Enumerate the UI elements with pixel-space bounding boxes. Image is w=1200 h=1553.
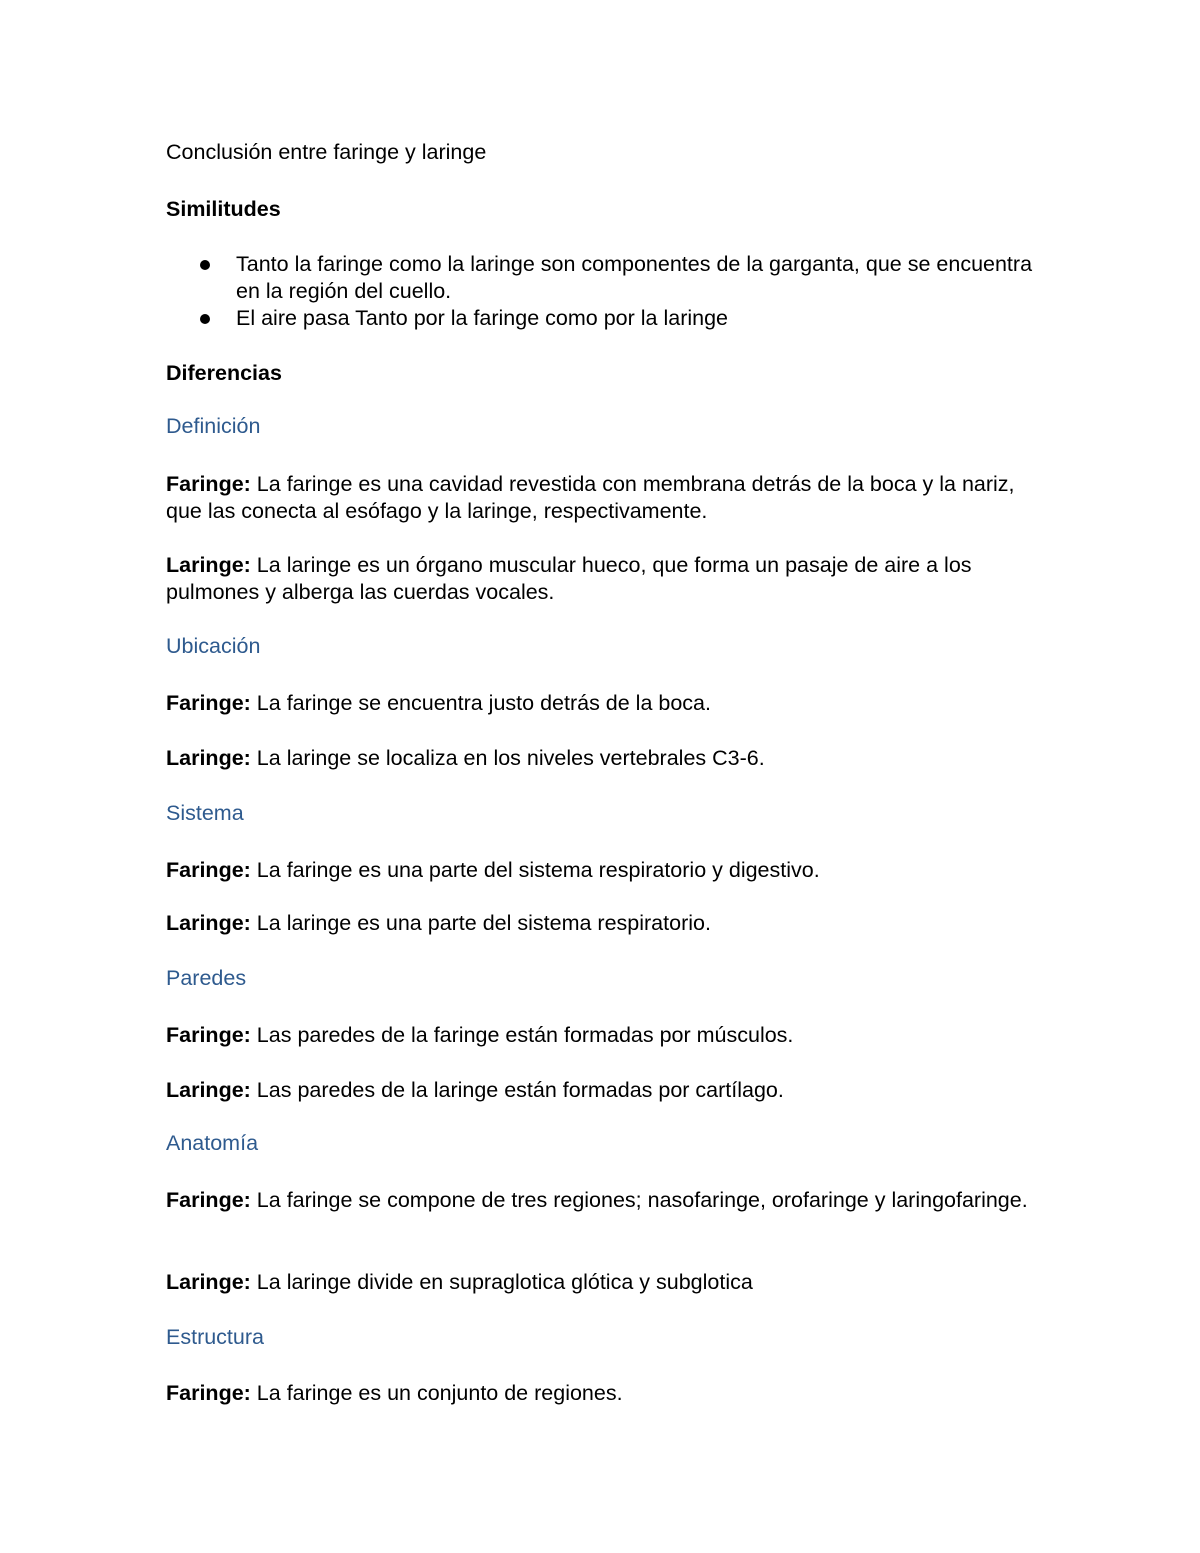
ubicacion-laringe [166,745,1036,772]
laringe-label: Laringe: [166,911,251,935]
document-title: Conclusión entre faringe y laringe [166,140,487,164]
faringe-label: Faringe: [166,472,251,496]
faringe-text: La faringe es una parte del sistema respiratorio y digestivo. [250,858,820,882]
section-title-anatomia: Anatomía [166,1131,259,1155]
estructura-faringe [166,1380,1036,1407]
similitudes-heading: Similitudes [166,197,281,221]
section-title-estructura: Estructura [166,1325,264,1349]
anatomia-laringe [166,1269,1036,1296]
faringe-label: Faringe: [166,1188,251,1212]
laringe-text: La laringe es un órgano muscular hueco, que forma un pasaje de aire a los pulmones y alberga las cuerdas vocales. [166,553,972,604]
faringe-text: La faringe es un conjunto de regiones. [250,1381,623,1405]
section-title-sistema: Sistema [166,801,244,825]
paredes-faringe [166,1022,1036,1049]
faringe-label: Faringe: [166,1023,251,1047]
section-title-definicion: Definición [166,414,261,438]
sistema-faringe [166,857,1036,884]
diferencias-heading: Diferencias [166,361,282,385]
faringe-label: Faringe: [166,1381,251,1405]
laringe-label: Laringe: [166,1270,251,1294]
laringe-label: Laringe: [166,1078,251,1102]
definicion-faringe [166,471,1036,525]
laringe-text: La laringe es una parte del sistema respiratorio. [250,911,711,935]
faringe-text: La faringe se compone de tres regiones; nasofaringe, orofaringe y laringofaringe. [250,1188,1028,1212]
faringe-label: Faringe: [166,858,251,882]
section-title-paredes: Paredes [166,966,247,990]
faringe-text: La faringe se encuentra justo detrás de la boca. [250,691,711,715]
laringe-text: Las paredes de la laringe están formadas por cartílago. [250,1078,784,1102]
section-title-ubicacion: Ubicación [166,634,261,658]
definicion-laringe [166,552,1036,606]
laringe-text: La laringe divide en supraglotica glótica y subglotica [250,1270,753,1294]
similitud-item: Tanto la faringe como la laringe son componentes de la garganta, que se encuentra en la región del cuello. [236,252,1033,303]
paredes-laringe [166,1077,1036,1104]
bullet-icon [200,260,210,270]
ubicacion-faringe [166,690,1036,717]
faringe-text: Las paredes de la faringe están formadas por músculos. [250,1023,794,1047]
anatomia-faringe [166,1187,1036,1214]
similitud-item: El aire pasa Tanto por la faringe como por la laringe [236,306,729,330]
laringe-label: Laringe: [166,553,251,577]
laringe-text: La laringe se localiza en los niveles vertebrales C3-6. [250,746,765,770]
faringe-label: Faringe: [166,691,251,715]
laringe-label: Laringe: [166,746,251,770]
sistema-laringe [166,910,1036,937]
bullet-icon [200,314,210,324]
faringe-text: La faringe es una cavidad revestida con membrana detrás de la boca y la nariz, que las conecta al esófago y la laringe, respectivamente. [166,472,1015,523]
